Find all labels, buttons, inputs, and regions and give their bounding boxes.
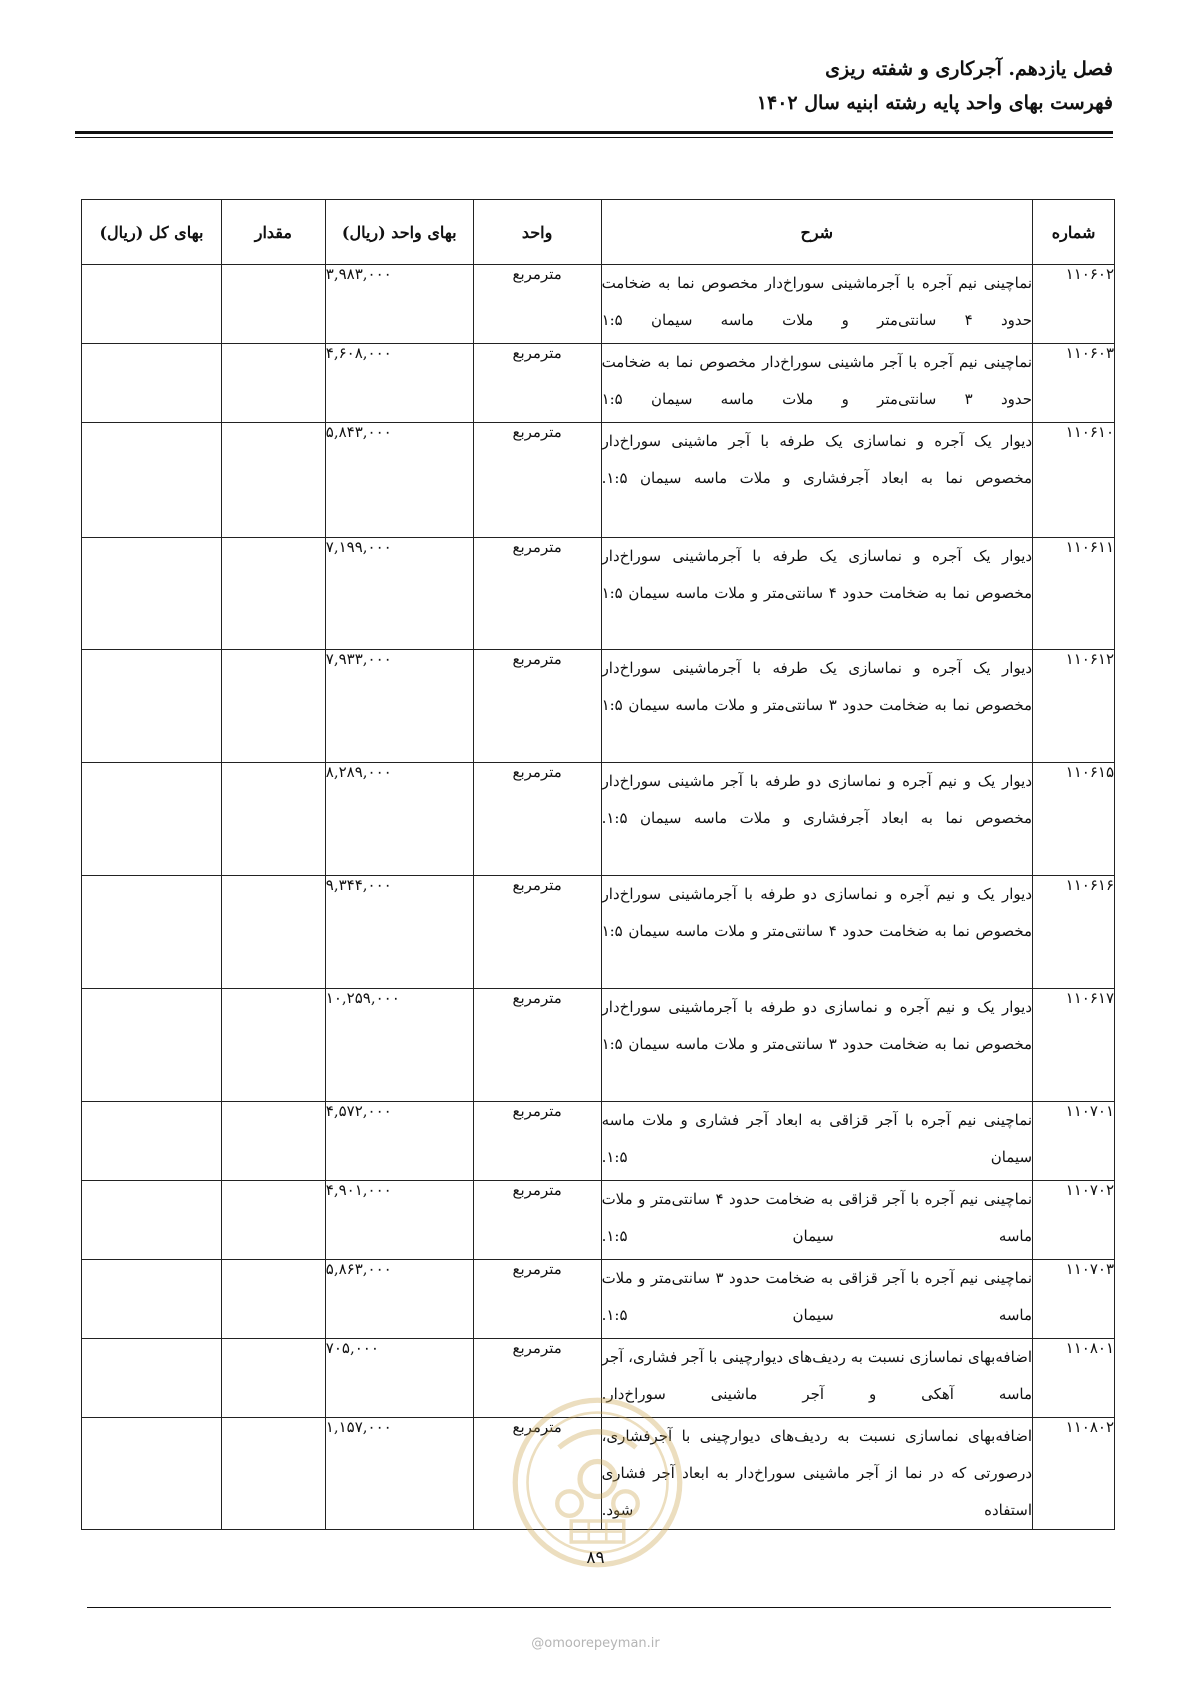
table-row: [82, 650, 1115, 763]
col-header-desc: شرح: [601, 200, 1032, 265]
row-unit: مترمربع: [473, 989, 601, 1102]
col-header-unit: واحد: [473, 200, 601, 265]
table-row: [82, 423, 1115, 538]
header-rule-thin: [75, 137, 1113, 138]
row-code: ۱۱۰۷۰۳: [1033, 1260, 1115, 1339]
row-description: نماچینی نیم آجره با آجر قزاقی به ضخامت حدود ۴ سانتی‌متر و ملات ماسه سیمان ۱:۵.: [601, 1181, 1032, 1260]
row-code: ۱۱۰۷۰۲: [1033, 1181, 1115, 1260]
row-total: [82, 538, 222, 650]
row-code: ۱۱۰۶۰۲: [1033, 265, 1115, 344]
row-total: [82, 344, 222, 423]
row-description: دیوار یک آجره و نماسازی یک طرفه با آجرماشینی سوراخ‌دار مخصوص نما به ضخامت حدود ۴ سانتی‌متر و ملات ماسه سیمان ۱:۵: [601, 538, 1032, 650]
row-unit: مترمربع: [473, 876, 601, 989]
row-unit-price: ۱۰,۲۵۹,۰۰۰: [325, 989, 473, 1102]
row-description: دیوار یک آجره و نماسازی یک طرفه با آجرماشینی سوراخ‌دار مخصوص نما به ضخامت حدود ۳ سانتی‌متر و ملات ماسه سیمان ۱:۵: [601, 650, 1032, 763]
table-row: [82, 989, 1115, 1102]
row-unit-price: ۴,۶۰۸,۰۰۰: [325, 344, 473, 423]
table-header-row: [82, 200, 1115, 265]
col-header-unit-price: بهای واحد (ریال): [325, 200, 473, 265]
col-header-quantity: مقدار: [221, 200, 325, 265]
list-title: فهرست بهای واحد پایه رشته ابنیه سال ۱۴۰۲: [756, 92, 1113, 114]
row-total: [82, 265, 222, 344]
row-unit-price: ۹,۳۴۴,۰۰۰: [325, 876, 473, 989]
row-unit: مترمربع: [473, 1102, 601, 1181]
table-row: [82, 344, 1115, 423]
footer-rule: [87, 1607, 1111, 1608]
watermark-seal-icon: [510, 1395, 685, 1570]
row-quantity: [221, 1418, 325, 1530]
table-row: [82, 1260, 1115, 1339]
row-unit: مترمربع: [473, 1418, 601, 1530]
row-quantity: [221, 1339, 325, 1418]
row-code: ۱۱۰۸۰۲: [1033, 1418, 1115, 1530]
row-description: دیوار یک و نیم آجره و نماسازی دو طرفه با آجرماشینی سوراخ‌دار مخصوص نما به ضخامت حدود ۴ سانتی‌متر و ملات ماسه سیمان ۱:۵: [601, 876, 1032, 989]
row-unit: مترمربع: [473, 344, 601, 423]
row-unit-price: ۴,۵۷۲,۰۰۰: [325, 1102, 473, 1181]
row-total: [82, 1181, 222, 1260]
row-quantity: [221, 876, 325, 989]
table-row: [82, 265, 1115, 344]
row-unit: مترمربع: [473, 1260, 601, 1339]
row-code: ۱۱۰۶۱۰: [1033, 423, 1115, 538]
row-quantity: [221, 1181, 325, 1260]
row-description: دیوار یک آجره و نماسازی یک طرفه با آجر ماشینی سوراخ‌دار مخصوص نما به ابعاد آجرفشاری و ملات ماسه سیمان ۱:۵.: [601, 423, 1032, 538]
row-unit-price: ۳,۹۸۳,۰۰۰: [325, 265, 473, 344]
row-description: نماچینی نیم آجره با آجر ماشینی سوراخ‌دار مخصوص نما به ضخامت حدود ۳ سانتی‌متر و ملات ماسه سیمان ۱:۵: [601, 344, 1032, 423]
row-code: ۱۱۰۶۱۲: [1033, 650, 1115, 763]
table-row: [82, 876, 1115, 989]
row-code: ۱۱۰۶۱۵: [1033, 763, 1115, 876]
row-code: ۱۱۰۶۰۳: [1033, 344, 1115, 423]
chapter-title: فصل یازدهم. آجرکاری و شفته ریزی: [825, 58, 1113, 80]
row-unit-price: ۵,۸۶۳,۰۰۰: [325, 1260, 473, 1339]
row-description: دیوار یک و نیم آجره و نماسازی دو طرفه با آجر ماشینی سوراخ‌دار مخصوص نما به ابعاد آجرفشاری و ملات ماسه سیمان ۱:۵.: [601, 763, 1032, 876]
row-code: ۱۱۰۸۰۱: [1033, 1339, 1115, 1418]
row-code: ۱۱۰۶۱۱: [1033, 538, 1115, 650]
row-total: [82, 1260, 222, 1339]
row-unit: مترمربع: [473, 1181, 601, 1260]
row-total: [82, 989, 222, 1102]
row-unit: مترمربع: [473, 538, 601, 650]
row-quantity: [221, 265, 325, 344]
price-table: [81, 199, 1115, 1530]
header-rule-thick: [75, 131, 1113, 134]
row-total: [82, 650, 222, 763]
row-unit: مترمربع: [473, 423, 601, 538]
row-code: ۱۱۰۶۱۶: [1033, 876, 1115, 989]
row-unit: مترمربع: [473, 650, 601, 763]
row-description: نماچینی نیم آجره با آجرماشینی سوراخ‌دار مخصوص نما به ضخامت حدود ۴ سانتی‌متر و ملات ماسه سیمان ۱:۵: [601, 265, 1032, 344]
page-header: [75, 52, 1113, 120]
row-unit-price: ۷۰۵,۰۰۰: [325, 1339, 473, 1418]
row-quantity: [221, 650, 325, 763]
table-row: [82, 1181, 1115, 1260]
row-total: [82, 876, 222, 989]
row-description: اضافه‌بهای نماسازی نسبت به ردیف‌های دیوارچینی با آجرفشاری، درصورتی که در نما از آجر ماشینی سوراخ‌دار به ابعاد آجر فشاری استفاده شود.: [601, 1418, 1032, 1530]
table-row: [82, 538, 1115, 650]
row-quantity: [221, 989, 325, 1102]
row-quantity: [221, 423, 325, 538]
row-description: دیوار یک و نیم آجره و نماسازی دو طرفه با آجرماشینی سوراخ‌دار مخصوص نما به ضخامت حدود ۳ سانتی‌متر و ملات ماسه سیمان ۱:۵: [601, 989, 1032, 1102]
row-unit-price: ۴,۹۰۱,۰۰۰: [325, 1181, 473, 1260]
row-unit: مترمربع: [473, 763, 601, 876]
row-description: اضافه‌بهای نماسازی نسبت به ردیف‌های دیوارچینی با آجر فشاری، آجر ماسه آهکی و آجر ماشینی سوراخ‌دار.: [601, 1339, 1032, 1418]
row-total: [82, 1339, 222, 1418]
site-watermark-text: @omoorepeyman.ir: [531, 1636, 660, 1651]
row-total: [82, 1418, 222, 1530]
row-code: ۱۱۰۷۰۱: [1033, 1102, 1115, 1181]
table-row: [82, 763, 1115, 876]
row-total: [82, 423, 222, 538]
row-quantity: [221, 1260, 325, 1339]
row-description: نماچینی نیم آجره با آجر قزاقی به ابعاد آجر فشاری و ملات ماسه سیمان ۱:۵.: [601, 1102, 1032, 1181]
row-unit-price: ۷,۱۹۹,۰۰۰: [325, 538, 473, 650]
col-header-code: شماره: [1033, 200, 1115, 265]
row-total: [82, 763, 222, 876]
table-row: [82, 1102, 1115, 1181]
row-quantity: [221, 1102, 325, 1181]
row-unit-price: ۵,۸۴۳,۰۰۰: [325, 423, 473, 538]
page-number: ۸۹: [586, 1548, 605, 1568]
row-quantity: [221, 344, 325, 423]
row-unit-price: ۷,۹۳۳,۰۰۰: [325, 650, 473, 763]
col-header-total: بهای کل (ریال): [82, 200, 222, 265]
row-unit-price: ۱,۱۵۷,۰۰۰: [325, 1418, 473, 1530]
row-unit: مترمربع: [473, 265, 601, 344]
row-code: ۱۱۰۶۱۷: [1033, 989, 1115, 1102]
row-quantity: [221, 763, 325, 876]
row-unit-price: ۸,۲۸۹,۰۰۰: [325, 763, 473, 876]
row-quantity: [221, 538, 325, 650]
row-unit: مترمربع: [473, 1339, 601, 1418]
row-total: [82, 1102, 222, 1181]
row-description: نماچینی نیم آجره با آجر قزاقی به ضخامت حدود ۳ سانتی‌متر و ملات ماسه سیمان ۱:۵.: [601, 1260, 1032, 1339]
